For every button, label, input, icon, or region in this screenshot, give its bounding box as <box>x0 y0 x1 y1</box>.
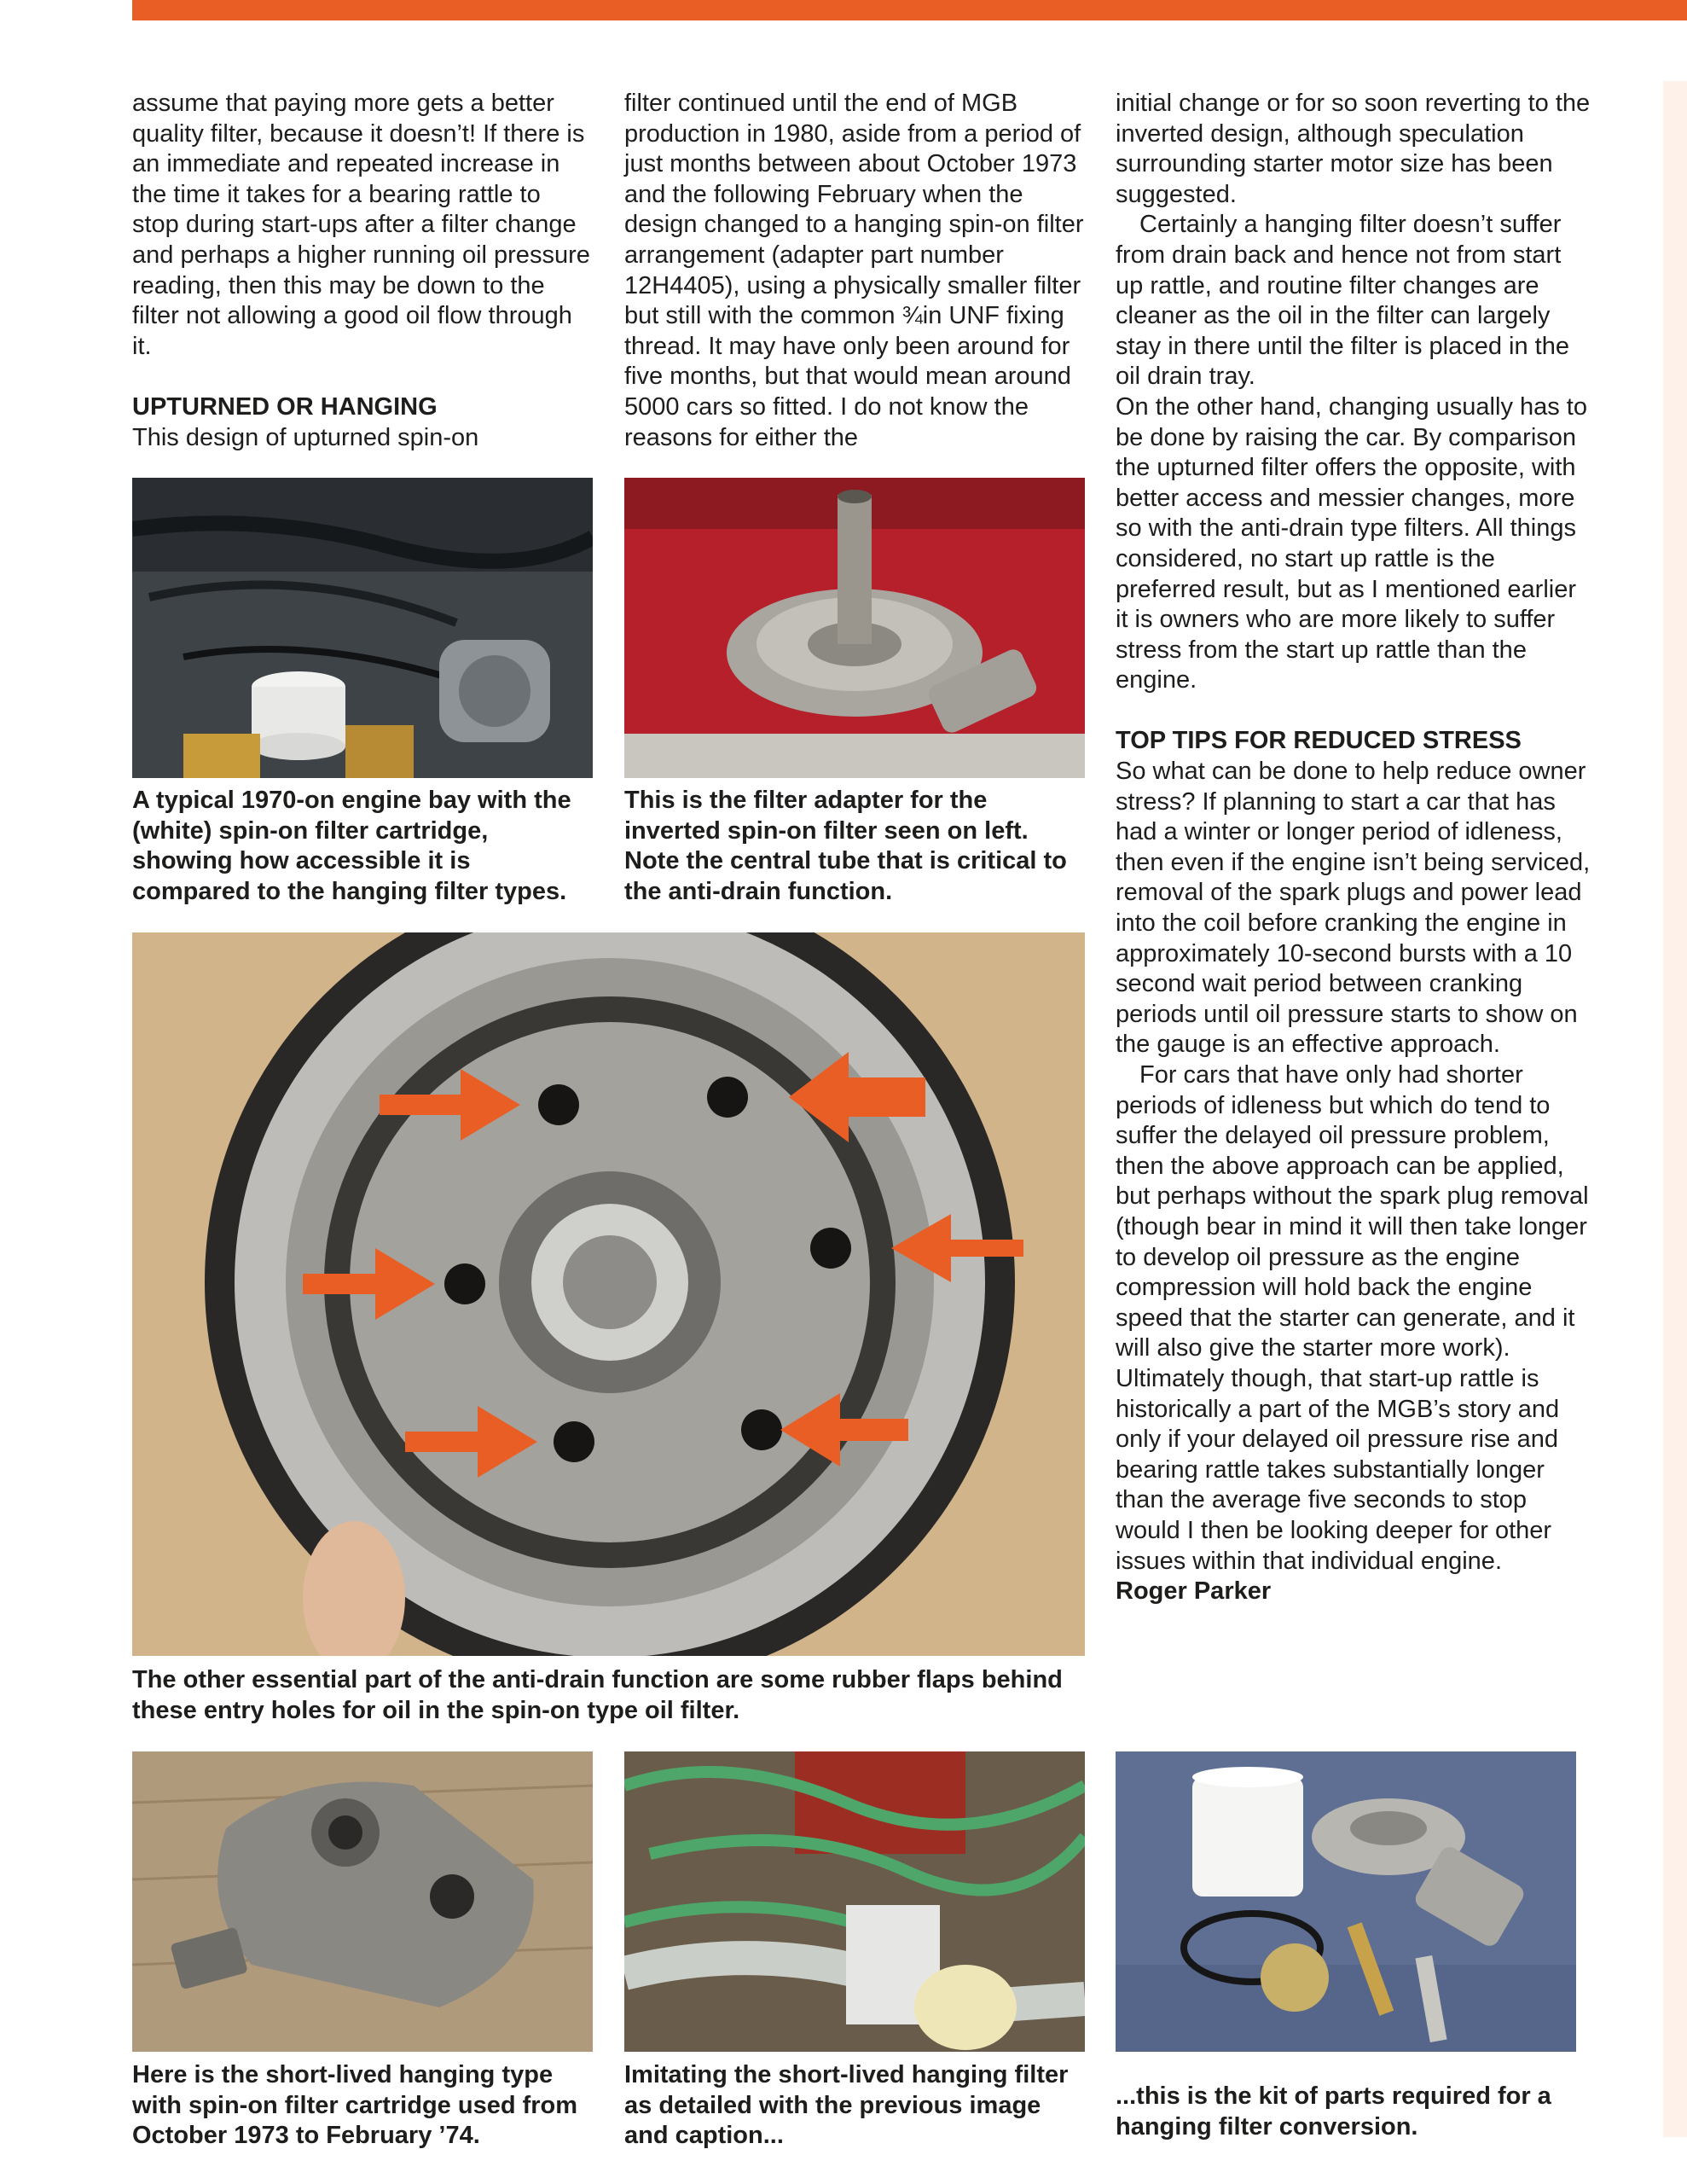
hanging-type-photo <box>132 1751 593 2052</box>
column-3 <box>1116 89 1593 1607</box>
filter-closeup-photo <box>132 932 1085 1656</box>
top-accent-bar <box>132 0 1687 20</box>
col1-paragraph-1: assume that paying more gets a better quality filter, because it doesn’t! If there is an immediate and repeated increase in the time it takes for a bearing rattle to stop during start-ups after a filter change and perhaps a higher running oil pressure reading, then this may be down to the filter not allowing a good oil flow through it. <box>132 90 590 360</box>
caption-imitating: Imitating the short-lived hanging filter as detailed with the previous image and caption... <box>624 2061 1069 2149</box>
column-2 <box>624 89 1089 453</box>
kit-photo <box>1116 1751 1576 2052</box>
col3-paragraph-4: So what can be done to help reduce owner stress? If planning to start a car that has had a winter or longer period of idleness, then even if the engine isn’t being serviced, removal of the spark plugs and power lead into the coil before cranking the engine in approximately 10-second bursts with a 10 second wait period between cranking periods until oil pressure starts to show on the gauge is an effective approach. <box>1116 758 1591 1059</box>
author-byline: Roger Parker <box>1116 1577 1272 1606</box>
col3-paragraph-3: On the other hand, changing usually has to be done by raising the car. By comparison the upturned filter offers the opposite, with better access and messier changes, more so with the anti-drain type filters. All things considered, no start up rattle is the preferred result, but as I mentioned earlier it is owners who are more likely to suffer stress from the start up rattle than the engine. <box>1116 392 1587 694</box>
caption-filter-closeup: The other essential part of the anti-drain function are some rubber flaps behind these entry holes for oil in the spin-on type oil filter. <box>132 1666 1063 1724</box>
caption-kit: ...this is the kit of parts required for a hanging filter conversion. <box>1116 2082 1551 2140</box>
col1-paragraph-2: This design of upturned spin-on <box>132 423 479 451</box>
section-heading-top-tips: TOP TIPS FOR REDUCED STRESS <box>1116 727 1522 755</box>
caption-filter-adapter: This is the filter adapter for the inverted spin-on filter seen on left. Note the central tube that is critical to the anti-drain function. <box>624 787 1067 905</box>
filter-adapter-photo <box>624 478 1085 778</box>
caption-engine-bay: A typical 1970-on engine bay with the (white) spin-on filter cartridge, showing how accessible it is compared to the hanging filter types. <box>132 787 571 905</box>
column-1 <box>132 89 593 453</box>
caption-hanging-type: Here is the short-lived hanging type with spin-on filter cartridge used from October 1973 to February ’74. <box>132 2061 578 2149</box>
side-margin-strip <box>1663 81 1687 2137</box>
col3-paragraph-1: initial change or for so soon reverting to the inverted design, although speculation surrounding starter motor size has been suggested. <box>1116 90 1591 208</box>
engine-bay-photo <box>132 478 593 778</box>
col3-paragraph-5: For cars that have only had shorter periods of idleness but which do tend to suffer the delayed oil pressure problem, then the above approach can be applied, but perhaps without the spark plug removal (though bear in mind it will then take longer to develop oil pressure as the engine compression will hold back the engine speed that the starter can generate, and it will also give the starter more work). Ultimately though, that start-up rattle is historically a part of the MGB’s story and only if your delayed oil pressure rise and bearing rattle takes substantially longer than the average five seconds to stop would I then be looking deeper for other issues within that individual engine. <box>1116 1061 1589 1575</box>
col3-paragraph-2: Certainly a hanging filter doesn’t suffer from drain back and hence not from start up rattle, and routine filter changes are cleaner as the oil in the filter can largely stay in there until the filter is placed in the oil drain tray. <box>1116 211 1569 391</box>
col2-paragraph-1: filter continued until the end of MGB production in 1980, aside from a period of just months between about October 1973 and the following February when the design changed to a hanging spin-on filter arrangement (adapter part number 12H4405), using a physically smaller filter but still with the common ¾in UNF fixing thread. It may have only been around for five months, but that would mean around 5000 cars so fitted. I do not know the reasons for either the <box>624 90 1084 451</box>
section-heading-upturned: UPTURNED OR HANGING <box>132 392 438 421</box>
imitating-photo <box>624 1751 1085 2052</box>
